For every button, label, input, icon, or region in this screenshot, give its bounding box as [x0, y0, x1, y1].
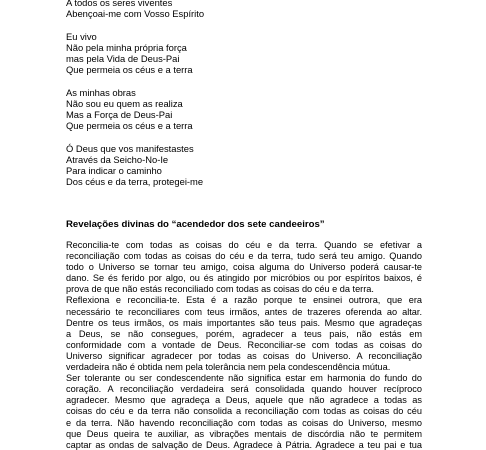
verse-line: Mas a Força de Deus-Pai: [66, 109, 173, 120]
verse-line: Para indicar o caminho: [66, 165, 162, 176]
verse-line: Que permeia os céus e a terra: [66, 64, 193, 76]
verse-stanza: [66, 87, 406, 132]
verse-line: As minhas obras: [66, 86, 136, 98]
verse-line: Dos céus e da terra, protegei-me: [66, 176, 204, 188]
body-line: e da terra. Não havendo reconciliação com todas as coisas do Universo, mesmo: [66, 417, 422, 428]
body-line: agradecer. Mesmo que agradeça a Deus, aquele que não agradece a todas as: [66, 395, 422, 406]
verse-stanza: [66, 143, 406, 188]
body-line: todo o Universo se tornar teu amigo, coisa alguma do Universo poderá causar-te: [66, 262, 422, 273]
body-line: necessário te reconciliares com teus irmãos, antes de trazeres oferenda ao altar.: [66, 306, 422, 317]
verse-line: A todos os seres viventes: [66, 0, 173, 8]
body-line: coração. A reconciliação verdadeira será consolidada quando houver recíproco: [66, 384, 422, 395]
body-line: conformidade com a vontade de Deus. Reconciliar-se com todas as coisas do: [66, 339, 422, 350]
verse-line: Não sou eu quem as realiza: [66, 97, 183, 109]
verse-line: mas pela Vida de Deus-Pai: [66, 53, 180, 64]
verse-line: Através da Seicho-No-Ie: [66, 153, 169, 165]
body-line: Reconcilia-te com todas as coisas do céu e da terra. Quando se efetivar a: [66, 240, 422, 250]
body-line: a Deus, se não consegues, porém, agradecer a teus pais, não estás em: [66, 328, 422, 339]
section-body: [66, 240, 422, 450]
verse-stanza: [66, 0, 406, 19]
verse-line: Abençoai-me com Vosso Espírito: [66, 8, 205, 20]
verse-line: Ó Deus que vos manifestastes: [66, 142, 194, 154]
body-line: Ser tolerante ou ser condescendente não significa estar em harmonia do fundo do: [66, 373, 422, 384]
body-line: reconciliação com todas as coisas do céu e da terra, tudo será teu amigo. Quando: [66, 251, 422, 262]
body-line: Universo significar agradecer por todas as coisas do Universo. A reconciliação: [66, 350, 422, 361]
verse-line: Eu vivo: [66, 30, 97, 42]
body-line: coisas do céu e da terra não consolida a reconciliação com todas as coisas do céu: [66, 406, 422, 417]
body-line: dano. Se és ferido por algo, ou és atingido por micróbios ou por espíritos baixos, é: [66, 273, 422, 284]
body-line: que Deus queira te auxiliar, as vibrações mentais de discórdia não te permitem: [66, 428, 422, 439]
body-line: Dentre os teus irmãos, os mais importantes são teus pais. Mesmo que agradeças: [66, 317, 422, 328]
prayer-verses: [66, 0, 406, 187]
body-line: verdadeira não é obtida nem pela tolerância nem pela condescendência mútua.: [66, 362, 391, 373]
verse-line: Não pela minha própria força: [66, 41, 187, 53]
section-heading: Revelações divinas do “acendedor dos sete candeeiros”: [66, 219, 325, 230]
body-line: captar as ondas de salvação de Deus. Agradece à Pátria. Agradece a teu pai e tua: [66, 439, 422, 450]
verse-stanza: [66, 31, 406, 76]
verse-line: Que permeia os céus e a terra: [66, 120, 193, 132]
body-line: Reflexiona e reconcilia-te. Esta é a razão porque te ensinei outrora, que era: [66, 295, 422, 306]
body-line: prova de que não estás reconciliado com todas as coisas do céu e da terra.: [66, 284, 374, 295]
